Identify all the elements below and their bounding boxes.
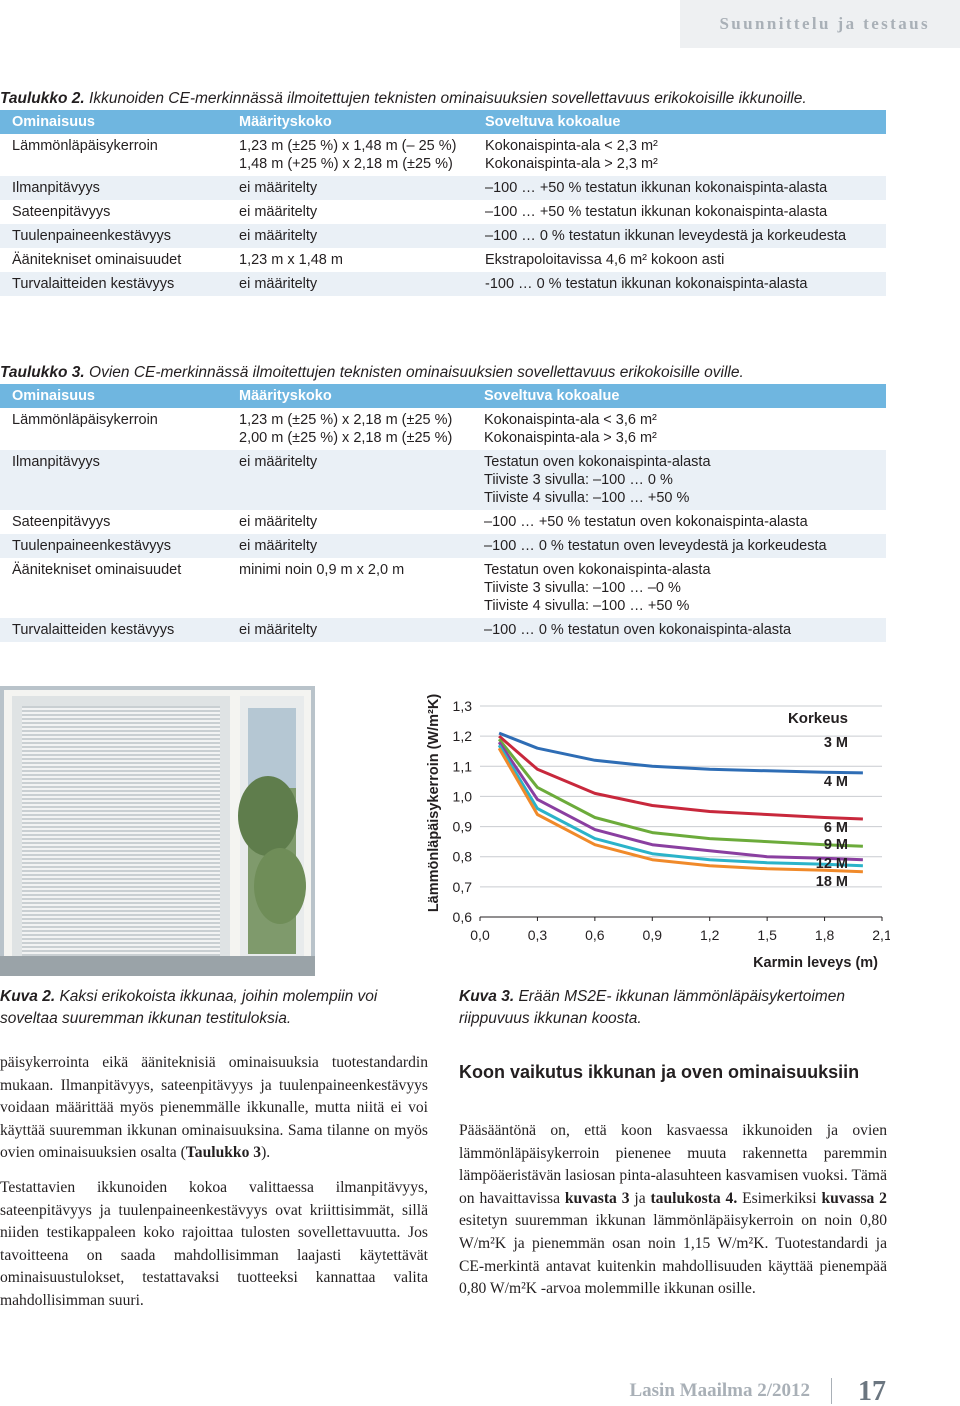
blind-slat (22, 764, 220, 766)
blind-slat (22, 892, 220, 894)
blind-slat (22, 904, 220, 906)
blind-slat (22, 752, 220, 754)
y-tick-label: 0,9 (452, 818, 472, 835)
table-cell (473, 134, 886, 176)
series-label: 3 M (823, 735, 848, 751)
cell-line: Kokonaispinta-ala < 3,6 m² (484, 412, 657, 428)
blind-slat (22, 744, 220, 746)
blind-slat (22, 788, 220, 790)
cell-line: minimi noin 0,9 m x 2,0 m (239, 562, 405, 578)
x-tick-label: 1,5 (757, 927, 777, 943)
cell-line: Turvalaitteiden kestävyys (12, 276, 175, 292)
cell-line: Turvalaitteiden kestävyys (12, 622, 175, 638)
blind-slat (22, 820, 220, 822)
blind-slat (22, 804, 220, 806)
cell-line: –100 … +50 % testatun ikkunan kokonaispinta-alasta (485, 180, 828, 196)
table-cell (473, 224, 886, 248)
y-axis-label: Lämmönläpäisykerroin (W/m²K) (426, 693, 442, 913)
blind-slat (22, 828, 220, 830)
left-paragraph-1: päisykerrointa eikä ääniteknisiä ominaisuuksia tuotestandardin mukaan. Ilmanpitävyys, sateenpitävyys ja tuulenpaineenkestävyys voidaan määrittää myös pienemmälle ikkunalle, mutta niitä ei voi käyttää suuremman ikkunan ominaisuuksina. Sama tilanne on myös ovien ominaisuuksien osalta (Taulukko 3). (0, 1054, 428, 1162)
blind-slat (22, 876, 220, 878)
blind-slat (22, 848, 220, 850)
window-photo (0, 686, 315, 976)
cell-line: Ilmanpitävyys (12, 454, 100, 470)
cell-line: 2,00 m (±25 %) x 2,18 m (±25 %) (239, 430, 453, 446)
window-illustration (0, 686, 315, 976)
table-row (0, 200, 886, 224)
cell-line: Äänitekniset ominaisuudet (12, 252, 182, 268)
table-cell (227, 272, 473, 296)
blind-slat (22, 784, 220, 786)
table-cell (227, 248, 473, 272)
blind-slat (22, 808, 220, 810)
cell-line: ei määritelty (239, 514, 318, 530)
blind-slat (22, 880, 220, 882)
table-row (0, 272, 886, 296)
table-cell (472, 408, 886, 450)
table-cell (227, 408, 472, 450)
chart-svg (420, 688, 890, 980)
blind-slat (22, 712, 220, 714)
blind-slat (22, 920, 220, 922)
table3-header-cell: Ominaisuus (0, 384, 227, 408)
series-label: 9 M (823, 837, 848, 853)
right-paragraph: Pääsääntönä on, että koon kasvaessa ikkunoiden ja ovien lämmönläpäisykerroin pienenee muuta rakennetta paremmin lämpöäeristävän lasiosan pinta-alasuhteen kasvamisen vuoksi. Tämä on havaittavissa kuvasta 3 ja taulukosta 4. Esimerkiksi kuvassa 2 esitetyn suuremman ikkunan lämmönläpäisykerroin on noin 0,80 W/m²K ja pienemmän osan noin 1,15 W/m²K. Tuotestandardi ja CE-merkintä antavat kuitenkin mahdollisuuden käyttää pienempää 0,80 W/m²K -arvoa molemmille ikkunan osille. (459, 1122, 887, 1298)
blind-slat (22, 832, 220, 834)
table-cell (473, 272, 886, 296)
table3 (0, 384, 886, 642)
cell-line: Ekstrapoloitavissa 4,6 m² kokoon asti (485, 252, 725, 268)
cell-line: Kokonaispinta-ala > 2,3 m² (485, 156, 658, 172)
blind-slat (22, 924, 220, 926)
blind-slat (22, 792, 220, 794)
blind-slat (22, 952, 220, 954)
x-tick-label: 0,9 (642, 927, 663, 943)
blind-slat (22, 736, 220, 738)
y-tick-label: 1,3 (452, 698, 472, 714)
table-row (0, 248, 886, 272)
cell-line: 1,48 m (+25 %) x 2,18 m (±25 %) (239, 156, 453, 172)
table-cell (0, 618, 227, 642)
blind-slat (22, 948, 220, 950)
table3-header-cell: Määrityskoko (227, 384, 472, 408)
table-cell (0, 510, 227, 534)
y-tick-label: 0,6 (452, 909, 472, 925)
table-row (0, 558, 886, 618)
blind-slat (22, 800, 220, 802)
cell-line: Sateenpitävyys (12, 514, 111, 530)
table2-header-cell: Määrityskoko (227, 110, 473, 134)
table2-header-cell: Soveltuva kokoalue (473, 110, 886, 134)
blind-slat (22, 816, 220, 818)
cell-line: 1,23 m (±25 %) x 2,18 m (±25 %) (239, 412, 453, 428)
cell-line: –100 … +50 % testatun oven kokonaispinta-alasta (484, 514, 808, 530)
blind-slat (22, 748, 220, 750)
blind-slat (22, 760, 220, 762)
table-cell (473, 176, 886, 200)
blind-slat (22, 740, 220, 742)
blind-slat (22, 844, 220, 846)
blind-slat (22, 912, 220, 914)
blind-slat (22, 944, 220, 946)
table2-caption: Taulukko 2. Ikkunoiden CE-merkinnässä ilmoitettujen teknisten ominaisuuksien sovellettavuus erikokoisille ikkunoille. (0, 90, 807, 107)
x-tick-label: 0,3 (527, 927, 548, 943)
table2 (0, 110, 886, 296)
table-cell (473, 248, 886, 272)
table-cell (472, 534, 886, 558)
cell-line: 1,23 m (±25 %) x 1,48 m (– 25 %) (239, 138, 457, 154)
table-cell (0, 176, 227, 200)
blind-slat (22, 928, 220, 930)
series-label: 6 M (823, 820, 848, 836)
table-row (0, 408, 886, 450)
blind-slat (22, 884, 220, 886)
series-label: 12 M (815, 856, 848, 872)
table-cell (227, 176, 473, 200)
x-tick-label: 1,2 (699, 927, 720, 943)
cell-line: Tiiviste 3 sivulla: –100 … 0 % (484, 472, 673, 488)
blind-slat (22, 860, 220, 862)
cell-line: Tiiviste 4 sivulla: –100 … +50 % (484, 490, 690, 506)
table-cell (0, 134, 227, 176)
blind-slat (22, 840, 220, 842)
table-cell (0, 450, 227, 510)
table-cell (0, 200, 227, 224)
table-row (0, 176, 886, 200)
x-tick-label: 0,6 (585, 927, 605, 943)
cell-line: Kokonaispinta-ala > 3,6 m² (484, 430, 657, 446)
blind-slat (22, 724, 220, 726)
figure2-caption: Kuva 2. Kaksi erikokoista ikkunaa, joihin molempiin voi soveltaa suuremman ikkunan testituloksia. (0, 988, 378, 1027)
blind-slat (22, 728, 220, 730)
cell-line: ei määritelty (239, 454, 318, 470)
blind-slat (22, 708, 220, 710)
cell-line: ei määritelty (239, 622, 318, 638)
blind-slat (22, 756, 220, 758)
table2-header-cell: Ominaisuus (0, 110, 227, 134)
cell-line: Ilmanpitävyys (12, 180, 100, 196)
y-tick-label: 1,1 (452, 758, 472, 775)
blind-slat (22, 732, 220, 734)
cell-line: –100 … +50 % testatun ikkunan kokonaispinta-alasta (485, 204, 828, 220)
table-row (0, 450, 886, 510)
x-tick-label: 0,0 (470, 927, 490, 943)
blind-slat (22, 716, 220, 718)
blind-slat (22, 872, 220, 874)
blind-slat (22, 824, 220, 826)
u-value-chart (420, 688, 890, 980)
section-title: Suunnittelu ja testaus (719, 14, 930, 33)
table-cell (0, 408, 227, 450)
table-row (0, 510, 886, 534)
blind-slat (22, 864, 220, 866)
blind-slat (22, 776, 220, 778)
cell-line: Lämmönläpäisykerroin (12, 138, 158, 154)
right-column-text (459, 1120, 887, 1313)
x-axis-label: Karmin leveys (m) (753, 955, 878, 971)
magazine-name: Lasin Maailma 2/2012 (629, 1380, 810, 1401)
blind-slat (22, 908, 220, 910)
y-tick-label: 0,8 (452, 848, 472, 865)
table-cell (472, 510, 886, 534)
x-tick-label: 1,8 (814, 927, 835, 943)
table-cell (227, 450, 472, 510)
blind-slat (22, 720, 220, 722)
series-label: 18 M (815, 874, 848, 890)
cell-line: –100 … 0 % testatun oven kokonaispinta-alasta (484, 622, 792, 638)
blind-slat (22, 868, 220, 870)
left-paragraph-2: Testattavien ikkunoiden kokoa valittaessa ilmanpitävyys, sateenpitävyys ja tuulenpaineenkestävyys ovat kriittisimmät, sillä niiden testikappaleen koko rajoittaa tulosten sovellettavuutta. Jos tavoitteena on saada mahdollisimman laajasti käytettävät ominaisuustulokset, testattavaksi tuotteeksi kannattaa valita mahdollisimman suuri. (0, 1178, 428, 1309)
blind-slat (22, 796, 220, 798)
cell-line: ei määritelty (239, 538, 318, 554)
blind-slat (22, 856, 220, 858)
blind-slat (22, 888, 220, 890)
blind-slat (22, 772, 220, 774)
table-cell (227, 558, 472, 618)
table-cell (227, 134, 473, 176)
cell-line: Sateenpitävyys (12, 204, 111, 220)
blind-slat (22, 896, 220, 898)
series-label: 4 M (823, 774, 848, 790)
blind-slat (22, 916, 220, 918)
table-cell (227, 534, 472, 558)
blind-slat (22, 836, 220, 838)
table-cell (472, 558, 886, 618)
cell-line: Testatun oven kokonaispinta-alasta (484, 454, 711, 470)
table3-caption: Taulukko 3. Ovien CE-merkinnässä ilmoitettujen teknisten ominaisuuksien sovellettavuus erikokoisille oville. (0, 364, 744, 381)
cell-line: ei määritelty (239, 204, 318, 220)
cell-line: Tuulenpaineenkestävyys (12, 538, 172, 554)
table-cell (227, 200, 473, 224)
table-cell (0, 248, 227, 272)
page-number: 17 (858, 1376, 886, 1406)
table-cell (0, 534, 227, 558)
footer-divider (831, 1378, 832, 1404)
blind-slat (22, 852, 220, 854)
table-cell (472, 450, 886, 510)
legend-title: Korkeus (787, 710, 848, 727)
blind-slat (22, 768, 220, 770)
table-row (0, 534, 886, 558)
table3-header-row (0, 384, 886, 408)
table-cell (473, 200, 886, 224)
table-row (0, 618, 886, 642)
table2-header-row (0, 110, 886, 134)
section-heading: Koon vaikutus ikkunan ja oven ominaisuuksiin (459, 1062, 860, 1082)
figure3-caption: Kuva 3. Erään MS2E- ikkunan lämmönläpäisykertoimen riippuvuus ikkunan koosta. (459, 988, 845, 1027)
table-cell (227, 510, 472, 534)
cell-line: Tuulenpaineenkestävyys (12, 228, 172, 244)
cell-line: Äänitekniset ominaisuudet (12, 562, 182, 578)
cell-line: Tiiviste 4 sivulla: –100 … +50 % (484, 598, 690, 614)
table-cell (472, 618, 886, 642)
cell-line: Kokonaispinta-ala < 2,3 m² (485, 138, 658, 154)
blind-slat (22, 900, 220, 902)
cell-line: –100 … 0 % testatun oven leveydestä ja korkeudesta (484, 538, 827, 554)
table-cell (227, 224, 473, 248)
x-tick-label: 2,1 (872, 927, 890, 943)
left-column-text (0, 1052, 428, 1325)
y-tick-label: 1,2 (452, 728, 472, 745)
blind-slat (22, 812, 220, 814)
cell-line: -100 … 0 % testatun ikkunan kokonaispinta-alasta (485, 276, 808, 292)
cell-line: ei määritelty (239, 276, 318, 292)
blind-slat (22, 936, 220, 938)
cell-line: ei määritelty (239, 228, 318, 244)
cell-line: 1,23 m x 1,48 m (239, 252, 343, 268)
blind-slat (22, 932, 220, 934)
table-row (0, 134, 886, 176)
table-cell (227, 618, 472, 642)
cell-line: –100 … 0 % testatun ikkunan leveydestä ja korkeudesta (485, 228, 847, 244)
section-header (680, 0, 960, 48)
table-cell (0, 558, 227, 618)
cell-line: Tiiviste 3 sivulla: –100 … –0 % (484, 580, 681, 596)
table-row (0, 224, 886, 248)
blind-slat (22, 940, 220, 942)
cell-line: Lämmönläpäisykerroin (12, 412, 158, 428)
blind-slat (22, 780, 220, 782)
table-cell (0, 272, 227, 296)
table3-header-cell: Soveltuva kokoalue (472, 384, 886, 408)
cell-line: Testatun oven kokonaispinta-alasta (484, 562, 711, 578)
cell-line: ei määritelty (239, 180, 318, 196)
page-footer (560, 1378, 890, 1406)
y-tick-label: 0,7 (452, 878, 472, 895)
y-tick-label: 1,0 (452, 788, 472, 805)
table-cell (0, 224, 227, 248)
